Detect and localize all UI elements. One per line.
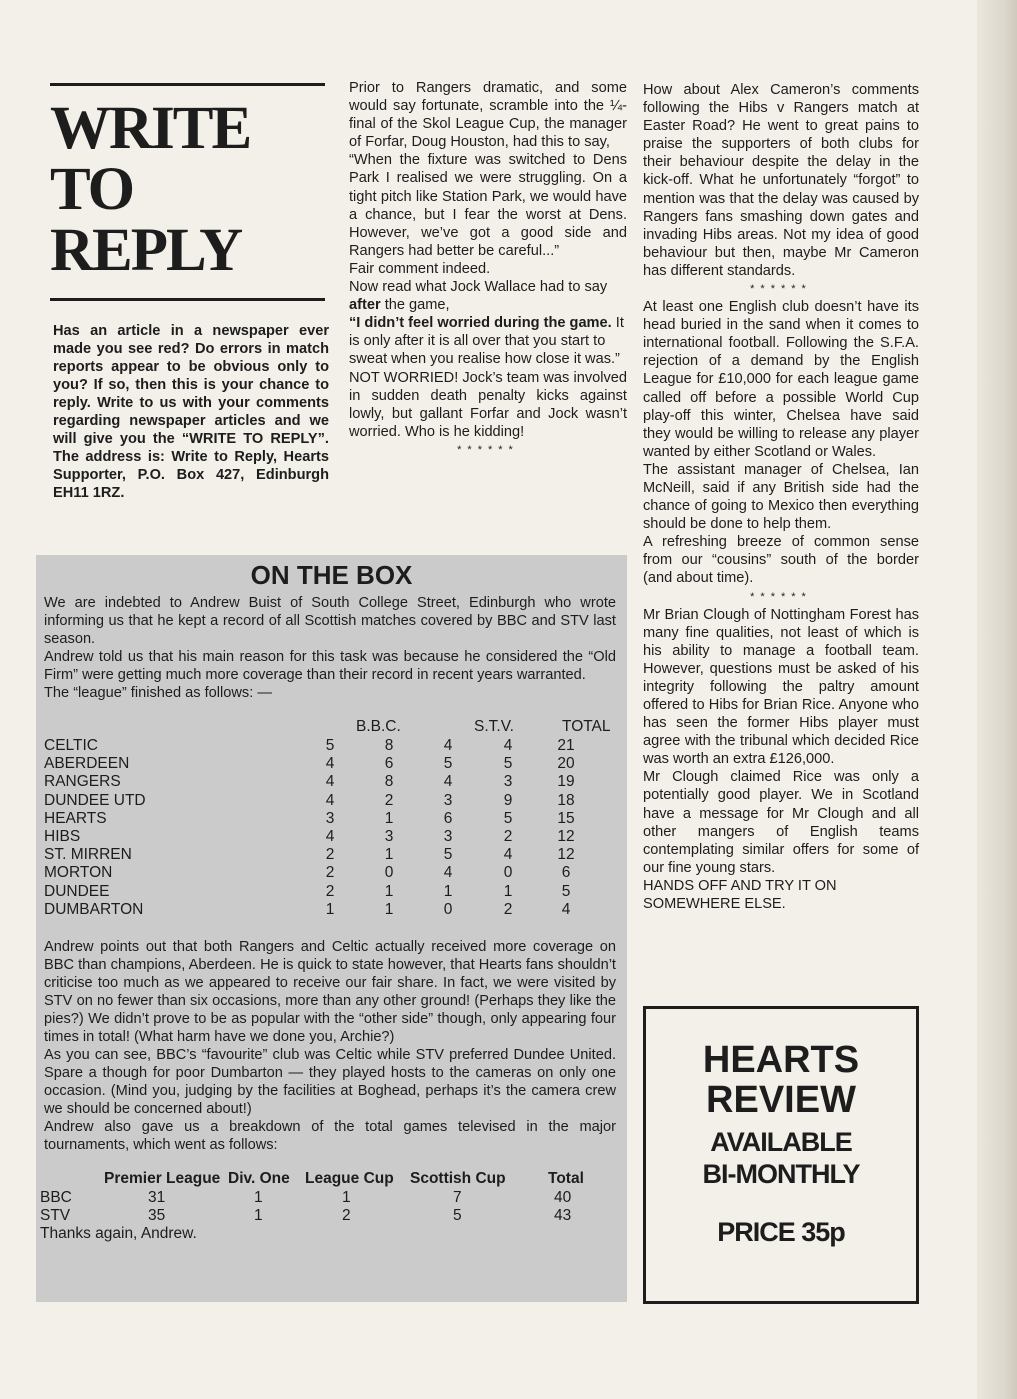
league-cell-b1: 5 bbox=[325, 737, 335, 754]
league-team-name: MORTON bbox=[44, 864, 113, 882]
league-cell-total: 19 bbox=[557, 773, 575, 791]
league-cell-s1: 3 bbox=[443, 828, 453, 845]
league-cell-s1: 4 bbox=[443, 737, 453, 754]
col3-paragraph-5: Mr Brian Clough of Nottingham Forest has many fine qualities, not least of which is his ability to manage a football team. However, questions must be asked of his integrity following the paltry amount offered to Hibs for Brian Rice. Anyone who has seen the former Hibs player must agree with the tribunal which decided Rice was worth an extra £126,000. bbox=[643, 606, 919, 768]
league-team-name: DUMBARTON bbox=[44, 900, 144, 918]
col3-paragraph-3: The assistant manager of Chelsea, Ian McNeill, said if any British side had the chance of going to Mexico then everything should be done to help them. bbox=[643, 461, 919, 533]
league-cell-s2: 5 bbox=[503, 809, 513, 827]
tournament-cell: 5 bbox=[453, 1207, 462, 1224]
league-cell-b2: 0 bbox=[384, 864, 394, 882]
league-cell-b2: 6 bbox=[384, 755, 394, 773]
separator-stars: ****** bbox=[457, 443, 519, 456]
league-cell-total: 21 bbox=[557, 737, 575, 754]
league-cell-b2: 1 bbox=[384, 900, 394, 918]
league-cell-total: 6 bbox=[561, 864, 571, 882]
col2-p4-end: the game, bbox=[380, 297, 450, 314]
league-team-name: DUNDEE bbox=[44, 882, 110, 900]
tournament-header-league-cup: League Cup bbox=[305, 1170, 394, 1187]
header-bbc: B.B.C. bbox=[356, 718, 401, 735]
league-row bbox=[44, 828, 624, 846]
separator-stars: ****** bbox=[750, 590, 812, 603]
league-cell-total: 20 bbox=[557, 755, 575, 773]
league-team-name: CELTIC bbox=[44, 737, 98, 754]
title-rule-top bbox=[50, 83, 325, 86]
league-cell-b2: 1 bbox=[384, 882, 394, 900]
league-cell-b2: 8 bbox=[384, 773, 394, 791]
league-cell-b2: 8 bbox=[384, 737, 394, 754]
box-paragraph-3: The “league” finished as follows: — bbox=[44, 685, 272, 701]
col2-paragraph-5 bbox=[349, 314, 627, 368]
col2-paragraph-4 bbox=[349, 278, 627, 314]
league-cell-s2: 4 bbox=[503, 737, 513, 754]
league-cell-s2: 1 bbox=[503, 882, 513, 900]
page-edge bbox=[977, 0, 1017, 1399]
league-cell-b2: 1 bbox=[384, 809, 394, 827]
article-column-3 bbox=[643, 81, 919, 913]
league-row bbox=[44, 864, 624, 882]
league-cell-b1: 2 bbox=[325, 882, 335, 900]
league-cell-b1: 4 bbox=[325, 755, 335, 773]
box-paragraph-1: We are indebted to Andrew Buist of South College Street, Edinburgh who wrote informing us that he kept a record of all Scottish matches covered by BBC and STV last season. bbox=[44, 595, 616, 647]
intro-paragraph: Has an article in a newspaper ever made you see red? Do errors in match reports appear to be obvious only to you? If so, then this is your chance to reply. Write to us with your comments regarding newspaper articles and we will give you the “WRITE TO REPLY”. The address is: Write to Reply, Hearts Supporter, P.O. Box 427, Edinburgh EH11 1RZ. bbox=[53, 323, 329, 501]
box-paragraph-2: Andrew told us that his main reason for this task was because he considered the “Old Firm” were getting much more coverage than their record in recent years warranted. bbox=[44, 649, 616, 683]
tournament-cell: 31 bbox=[148, 1189, 166, 1206]
league-row bbox=[44, 737, 624, 755]
league-cell-b1: 4 bbox=[325, 791, 335, 809]
ad-line-3: AVAILABLE bbox=[710, 1127, 852, 1157]
league-team-name: ABERDEEN bbox=[44, 755, 130, 773]
league-cell-s1: 0 bbox=[443, 900, 453, 918]
col2-p5-quote-rest: It is only after it is all over that you start to sweat when you realise how close it was.” bbox=[349, 315, 624, 368]
col2-p4-start: Now read what Jock Wallace had to say bbox=[349, 279, 608, 296]
col3-paragraph-4: A refreshing breeze of common sense from our “cousins” south of the border (and about time). bbox=[643, 534, 919, 587]
league-cell-total: 12 bbox=[557, 828, 575, 845]
header-total: TOTAL bbox=[562, 718, 611, 735]
league-cell-b1: 1 bbox=[325, 900, 335, 918]
title-line-3: REPLY bbox=[50, 217, 242, 284]
tournament-cell: 1 bbox=[254, 1207, 263, 1224]
league-cell-s2: 9 bbox=[503, 791, 513, 809]
league-cell-s2: 5 bbox=[503, 755, 513, 773]
tournament-header-premier: Premier League bbox=[104, 1170, 221, 1187]
col2-p5-quote-bold: “I didn’t feel worried during the game. bbox=[349, 315, 612, 332]
article-column-2 bbox=[349, 79, 627, 459]
league-cell-s1: 3 bbox=[443, 791, 453, 809]
league-cell-total: 5 bbox=[561, 882, 571, 900]
col2-paragraph-2: “When the fixture was switched to Dens Park I realised we were struggling. On a tight pitch like Station Park, we would have a chance, but I fear the worst at Dens. However, we’ve got a good side and Rangers had better be careful...” bbox=[349, 152, 627, 259]
league-row bbox=[44, 755, 624, 773]
league-row bbox=[44, 773, 624, 791]
tournament-cell: 40 bbox=[554, 1189, 572, 1206]
league-cell-total: 18 bbox=[557, 791, 575, 809]
league-cell-total: 12 bbox=[557, 846, 575, 864]
col3-paragraph-7: HANDS OFF AND TRY IT ON SOMEWHERE ELSE. bbox=[643, 877, 837, 913]
box-intro-text bbox=[44, 594, 616, 702]
ad-price: PRICE 35p bbox=[717, 1217, 845, 1247]
league-cell-s2: 2 bbox=[503, 828, 513, 845]
col3-paragraph-2: At least one English club doesn’t have its head buried in the sand when it comes to international football. Following the S.F.A. rejection of a demand by the English League for £10,000 for each league game called off before a possible World Cup play-off this winter, Chelsea have said they would be willing to release any player wanted by either Scotland or Wales. bbox=[643, 299, 919, 460]
league-cell-s1: 5 bbox=[443, 846, 453, 864]
league-cell-s1: 5 bbox=[443, 755, 453, 773]
league-row bbox=[44, 883, 624, 901]
tournament-cell: 43 bbox=[554, 1207, 572, 1224]
league-cell-b1: 2 bbox=[325, 846, 335, 864]
box-paragraph-5: As you can see, BBC’s “favourite” club was Celtic while STV preferred Dundee United. Spare a though for poor Dumbarton — they played hosts to the cameras on only one occasion. (Mind you, judging by the facilities at Boghead, perhaps it’s the camera crew we should be concerned about!) bbox=[44, 1047, 616, 1117]
league-cell-total: 4 bbox=[561, 900, 571, 918]
ad-line-4: BI-MONTHLY bbox=[702, 1159, 860, 1189]
box-paragraph-6: Andrew also gave us a breakdown of the total games televised in the major tournaments, which went as follows: bbox=[44, 1119, 616, 1153]
col2-p4-emphasis: after bbox=[349, 297, 381, 314]
ad-line-1: HEARTS bbox=[702, 1039, 860, 1081]
separator-stars: ****** bbox=[750, 283, 812, 296]
league-cell-s2: 3 bbox=[503, 773, 513, 791]
league-cell-s2: 0 bbox=[503, 864, 513, 882]
tournament-header-total: Total bbox=[548, 1170, 584, 1187]
league-cell-b1: 4 bbox=[325, 828, 335, 845]
tournament-cell: 1 bbox=[342, 1189, 351, 1206]
league-row bbox=[44, 901, 624, 919]
col2-paragraph-3: Fair comment indeed. bbox=[349, 260, 491, 277]
tournament-row-label: BBC bbox=[40, 1189, 72, 1206]
league-row bbox=[44, 792, 624, 810]
thanks-line: Thanks again, Andrew. bbox=[40, 1225, 197, 1242]
page-title bbox=[50, 95, 325, 284]
box-body-text bbox=[44, 938, 616, 1154]
ad-line-2: REVIEW bbox=[706, 1079, 856, 1121]
league-cell-total: 15 bbox=[557, 809, 575, 827]
league-team-name: RANGERS bbox=[44, 773, 121, 791]
title-line-2: TO bbox=[50, 156, 134, 223]
tournament-header-scottish-cup: Scottish Cup bbox=[410, 1170, 506, 1187]
intro-text bbox=[53, 322, 329, 502]
league-team-name: ST. MIRREN bbox=[44, 846, 132, 864]
tournament-cell: 7 bbox=[453, 1189, 462, 1206]
tournament-row-label: STV bbox=[40, 1207, 71, 1224]
header-stv: S.T.V. bbox=[474, 718, 514, 735]
tournament-header-div-one: Div. One bbox=[228, 1170, 290, 1187]
league-team-name: HEARTS bbox=[44, 809, 107, 827]
col2-paragraph-6: NOT WORRIED! Jock’s team was involved in sudden death penalty kicks against lowly, but gallant Forfar and Jock wasn’t worried. Who is he kidding! bbox=[349, 369, 627, 440]
on-the-box-title: ON THE BOX bbox=[250, 560, 413, 590]
col2-paragraph-1: Prior to Rangers dramatic, and some would say fortunate, scramble into the ¼-final of the Skol League Cup, the manager of Forfar, Doug Houston, had this to say, bbox=[349, 80, 627, 151]
col3-paragraph-6: Mr Clough claimed Rice was only a potentially good player. We in Scotland have a message for Mr Clough and all other mangers of English teams contemplating similar offers for some of our fine young stars. bbox=[643, 769, 919, 876]
league-cell-b1: 4 bbox=[325, 773, 335, 791]
league-cell-s1: 6 bbox=[443, 809, 453, 827]
title-line-1: WRITE bbox=[50, 95, 251, 162]
league-cell-b2: 3 bbox=[384, 828, 394, 845]
col3-paragraph-1: How about Alex Cameron’s comments following the Hibs v Rangers match at Easter Road? He went to great pains to praise the supporters of both clubs for their behaviour despite the delay in the kick-off. What he unfortunately “forgot” to mention was that the delay was caused by Rangers fans smashing down gates and invading Hibs areas. Not my idea of good behaviour but then, maybe Mr Cameron has different standards. bbox=[643, 82, 919, 279]
league-cell-s1: 1 bbox=[443, 882, 453, 900]
tournament-cell: 35 bbox=[148, 1207, 166, 1224]
league-cell-s1: 4 bbox=[443, 864, 453, 882]
league-team-name: DUNDEE UTD bbox=[44, 791, 146, 809]
league-row bbox=[44, 846, 624, 864]
league-team-name: HIBS bbox=[44, 828, 81, 845]
league-cell-b1: 3 bbox=[325, 809, 335, 827]
tournament-cell: 2 bbox=[342, 1207, 351, 1224]
league-cell-b2: 1 bbox=[384, 846, 394, 864]
box-paragraph-4: Andrew points out that both Rangers and Celtic actually received more coverage on BBC than champions, Aberdeen. He is quick to state however, that Hearts fans shouldn’t criticise too much as we appeared to receive our fair share. In fact, we were visited by STV on no fewer than six occasions, more than any other ground! (Perhaps they like the pies?) We didn’t prove to be as popular with the “other side” though, only appearing four times in total! (What harm have we done you, Archie?) bbox=[44, 939, 616, 1045]
league-cell-b1: 2 bbox=[325, 864, 335, 882]
hearts-review-advert bbox=[643, 1006, 919, 1304]
league-cell-s2: 2 bbox=[503, 900, 513, 918]
league-cell-b2: 2 bbox=[384, 791, 394, 809]
league-row bbox=[44, 810, 624, 828]
tournament-cell: 1 bbox=[254, 1189, 263, 1206]
league-cell-s2: 4 bbox=[503, 846, 513, 864]
title-rule-bottom bbox=[50, 298, 325, 301]
league-cell-s1: 4 bbox=[443, 773, 453, 791]
